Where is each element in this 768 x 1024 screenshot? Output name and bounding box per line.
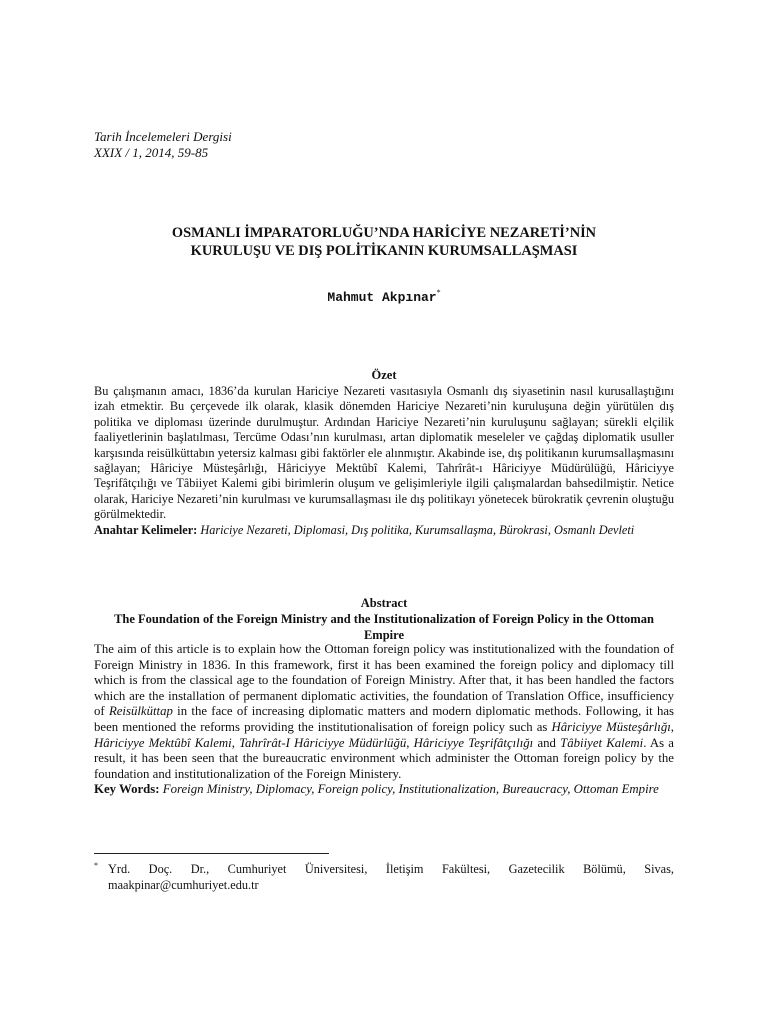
abstract-body-part-1: The aim of this article is to explain how the Ottoman foreign policy was institutionalized with the foundation of Foreign Ministry in 1836. In this framework, first it has been examined the foreign policy and diplomacy till which is from the classical age to the foundation of Foreign Ministry. After that, it has been handled the factors which are the installation of permanent diplomatic activities, the foundation of Translation Office, insufficiency of <box>94 642 674 719</box>
ozet-section: Bu çalışmanın amacı, 1836’da kurulan Hariciye Nezareti vasıtasıyla Osmanlı dış siyasetinin nasıl kurusallaştığını izah etmektir. Bu çerçevede ilk olarak, klasik dönemden Hariciye Nezareti’nin kuruluşuna değin yürütülen dış politika ve diploması üzerinde durulmuştur. Ardından Hariciye Nezareti’nin kuruluşunu sağlayan; sürekli elçilik faaliyetlerinin başlatılması, Tercüme Odası’nın kurulması, artan diplomatik meseleler ve çağdaş diplomatik usuller karşısında reisülküttabın yetersiz kalması gibi faktörler ele alınmıştır. Akabinde ise, dış politikanın kurumsallaşmasını sağlayan; Hâriciye Müsteşârlığı, Hâriciyye Mektûbî Kalemi, Tahrîrât-ı Hâriciyye Müdürülüğü, Hâriciyye Teşrifâtçılığı ve Tâbiiyet Kalemi gibi birimlerin oluşum ve gelişimleriyle ilgili çalışmalardan bahsedilmiştir. Netice olarak, Hariciye Nezareti’nin kurulması ve kurumsallaşması ile dış politikayı yönetecek bürokratik çevrenin oluştuğu görülmektedir. Anahtar Kelimeler: Hariciye Nezareti, Diplomasi, Dış politika, Kurumsallaşma, Bürokrasi, Osmanlı Devleti <box>94 384 674 537</box>
term-mektubi-kalemi: Hâriciyye Mektûbî Kalemi <box>94 735 232 750</box>
abstract-title: The Foundation of the Foreign Ministry and the Institutionalization of Foreign Policy in the Ottoman Empire <box>114 612 654 642</box>
title-line-2: KURULUŞU VE DIŞ POLİTİKANIN KURUMSALLAŞMASI <box>190 243 578 259</box>
footnote <box>94 861 674 893</box>
term-tesrifatcilik: Hâriciyye Teşrifâtçılığı <box>413 735 534 750</box>
footnote-mark: * <box>94 861 98 870</box>
author-name: Mahmut Akpınar <box>327 290 437 305</box>
term-musteşarlik: Hâriciyye Müsteşârlığı <box>551 719 671 734</box>
title-line-1: OSMANLI İMPARATORLUĞU’NDA HARİCİYE NEZARETİ’NİN <box>171 225 597 241</box>
term-separator: , <box>231 735 240 750</box>
en-keywords: Foreign Ministry, Diplomacy, Foreign policy, Institutionalization, Bureaucracy, Ottoman Empire <box>162 782 659 797</box>
ozet-heading: Özet <box>371 368 397 382</box>
abstract-section: The aim of this article is to explain how the Ottoman foreign policy was institutionalized with the foundation of Foreign Ministry in 1836. In this framework, first it has been examined the foreign policy and diplomacy till which is from the classical age to the foundation of Foreign Ministry. After that, it has been handled the factors which are the installation of permanent diplomatic activities, the foundation of Translation Office, insufficiency of Reisülküttap in the face of increasing diplomatic matters and modern diplomatic methods. Following, it has been mentioned the reforms providing the institutionalisation of foreign policy such as Hâriciyye Müsteşârlığı, Hâriciyye Mektûbî Kalemi, Tahrîrât-I Hâriciyye Müdürlüğü, Hâriciyye Teşrifâtçılığı and Tâbiiyet Kalemi. As a result, it has been seen that the bureaucratic environment which administer the Ottoman foreign policy by the foundation and institutionalization of the Foreign Ministery. Key Words: Foreign Ministry, Diplomacy, Foreign policy, Institutionalization, Bureaucracy, Ottoman Empire <box>94 642 675 797</box>
author-footnote-mark: * <box>436 288 441 297</box>
journal-header <box>94 129 232 161</box>
abstract-body-part-3: . As a result, it has been seen that the bureaucratic environment which administer the Ottoman foreign policy by the foundation and institutionalization of the Foreign Ministery. <box>94 735 674 781</box>
journal-issue: XXIX / 1, 2014, 59-85 <box>94 145 209 160</box>
en-keywords-label: Key Words <box>94 782 156 797</box>
term-tahrirat-mudurlugu: Tahrîrât-I Hâriciyye Müdürlüğü <box>239 735 407 750</box>
term-separator: , <box>670 719 674 734</box>
abstract-body-part-2: in the face of increasing diplomatic matters and modern diplomatic methods. Following, it has been mentioned the reforms providing the institutionalisation of foreign policy such as <box>94 704 675 734</box>
footnote-divider <box>94 853 329 854</box>
footnote-text: Yrd. Doç. Dr., Cumhuriyet Üniversitesi, İletişim Fakültesi, Gazetecilik Bölümü, Sivas, maakpinar@cumhuriyet.edu.tr <box>108 862 674 892</box>
article-title <box>94 224 674 260</box>
tr-keywords-label: Anahtar Kelimeler <box>94 522 194 537</box>
abstract-heading: Abstract <box>360 596 408 610</box>
term-reisulkuttap: Reisülküttap <box>108 704 173 719</box>
journal-name: Tarih İncelemeleri Dergisi <box>94 129 232 144</box>
term-separator: , <box>406 735 414 750</box>
author-line <box>94 288 674 305</box>
term-separator: and <box>533 735 561 750</box>
ozet-body: Bu çalışmanın amacı, 1836’da kurulan Hariciye Nezareti vasıtasıyla Osmanlı dış siyasetinin nasıl kurusallaştığını izah etmektir. Bu çerçevede ilk olarak, klasik dönemden Hariciye Nezareti’nin kuruluşuna değin yürütülen dış politika ve diploması üzerinde durulmuştur. Ardından Hariciye Nezareti’nin kuruluşunu sağlayan; sürekli elçilik faaliyetlerinin başlatılması, Tercüme Odası’nın kurulması, artan diplomatik meseleler ve çağdaş diplomatik usuller karşısında reisülküttabın yetersiz kalması gibi faktörler ele alınmıştır. Akabinde ise, dış politikanın kurumsallaşmasını sağlayan; Hâriciye Müsteşârlığı, Hâriciyye Mektûbî Kalemi, Tahrîrât-ı Hâriciyye Müdürülüğü, Hâriciyye Teşrifâtçılığı ve Tâbiiyet Kalemi gibi birimlerin oluşum ve gelişimleriyle ilgili çalışmalardan bahsedilmiştir. Netice olarak, Hariciye Nezareti’nin kurulması ve kurumsallaşması ile dış politikayı yönetecek bürokratik çevrenin oluştuğu görülmektedir. <box>94 384 674 522</box>
tr-keywords: Hariciye Nezareti, Diplomasi, Dış politika, Kurumsallaşma, Bürokrasi, Osmanlı Devleti <box>200 522 635 537</box>
term-tabiiyet-kalemi: Tâbiiyet Kalemi <box>560 735 644 750</box>
